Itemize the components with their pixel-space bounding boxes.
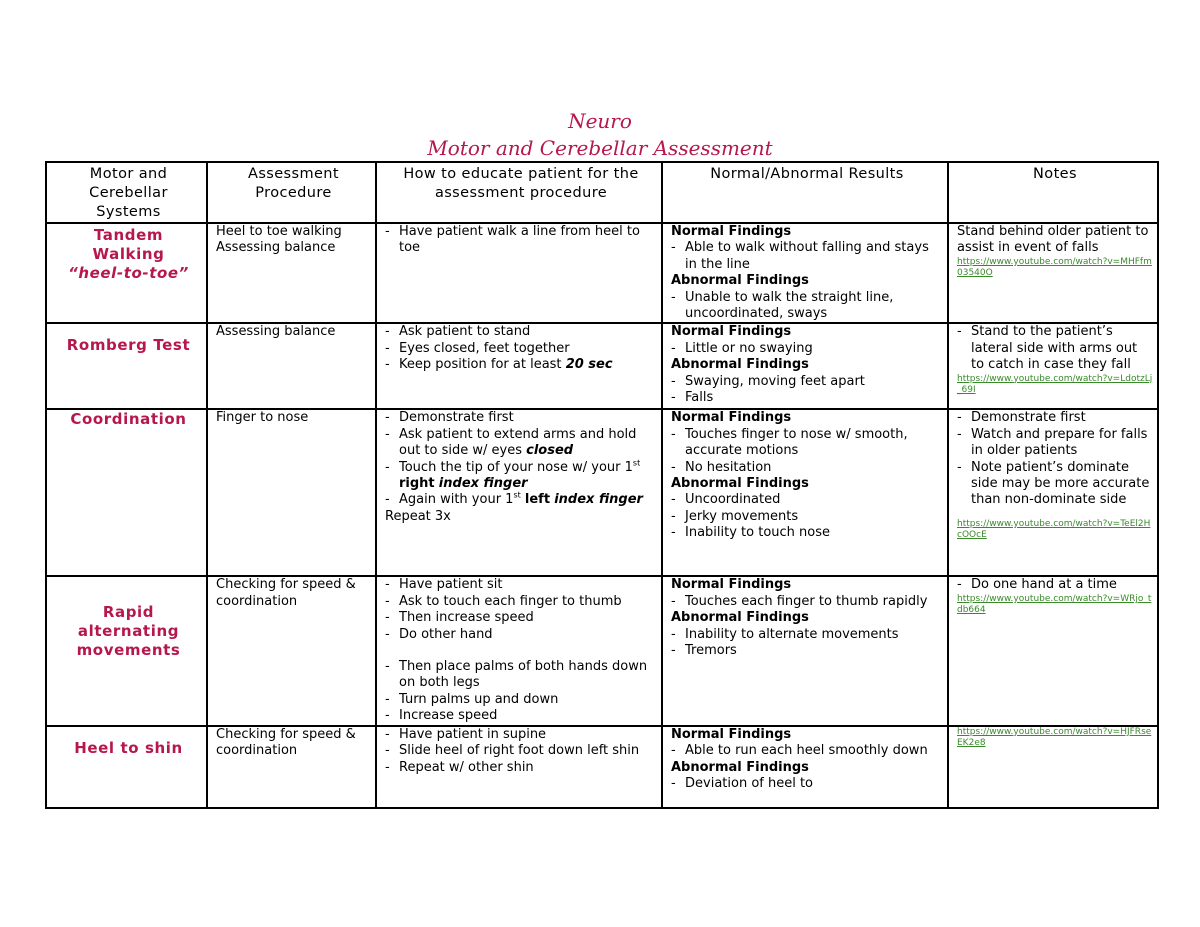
educate-item: - Have patient walk a line from heel to toe [385, 224, 657, 257]
video-link[interactable]: https://www.youtube.com/watch?v=WRjo_tdb664 [957, 593, 1152, 615]
educate-item: - Repeat w/ other shin [385, 760, 657, 776]
note-item: - Watch and prepare for falls in older patients [957, 427, 1153, 460]
abnormal-item: - Tremors [671, 643, 943, 659]
educate-item [385, 460, 657, 493]
video-link[interactable]: https://www.youtube.com/watch?v=TeEl2HcOOcE [957, 518, 1151, 540]
ordinal-suffix: st [513, 491, 521, 501]
normal-findings-label: Normal Findings [671, 224, 792, 239]
educate-item: - Demonstrate first [385, 410, 657, 426]
note-text: Stand behind older patient to assist in event of falls [957, 224, 1149, 256]
system-cell [46, 409, 207, 576]
educate-bold: left [524, 492, 551, 508]
title-line-2: Motor and Cerebellar Assessment [427, 136, 773, 160]
educate-item: - Turn palms up and down [385, 692, 657, 708]
educate-item: - Have patient sit [385, 577, 657, 593]
note-item: - Do one hand at a time [957, 577, 1153, 593]
educate-item: - Do other hand [385, 627, 657, 643]
results-cell [662, 223, 948, 323]
educate-item [385, 357, 657, 373]
header-procedure: Assessment Procedure [207, 162, 376, 223]
procedure-line: Finger to nose [216, 410, 309, 426]
system-cell [46, 576, 207, 725]
abnormal-item: - Swaying, moving feet apart [671, 374, 943, 390]
abnormal-item: - Falls [671, 390, 943, 406]
results-cell [662, 576, 948, 725]
note-item: - Demonstrate first [957, 410, 1153, 426]
abnormal-item: - Deviation of heel to [671, 776, 943, 792]
educate-item: - Ask patient to stand [385, 324, 657, 340]
normal-findings-label: Normal Findings [671, 324, 792, 340]
abnormal-item: - Uncoordinated [671, 492, 943, 508]
system-name: Coordination [70, 410, 187, 429]
abnormal-findings-label: Abnormal Findings [671, 476, 809, 492]
system-cell [46, 223, 207, 323]
results-cell [662, 726, 948, 808]
educate-item: - Ask to touch each finger to thumb [385, 594, 657, 610]
abnormal-item: - Unable to walk the straight line, uncoordinated, sways [671, 290, 943, 323]
system-name: Tandem Walking [92, 226, 165, 263]
abnormal-item: - Inability to alternate movements [671, 627, 943, 643]
procedure-cell [207, 223, 376, 323]
educate-item: - Have patient in supine [385, 727, 657, 743]
system-cell [46, 323, 207, 409]
normal-findings-label: Normal Findings [671, 577, 792, 593]
video-link[interactable]: https://www.youtube.com/watch?v=HJFRseEK2e8 [957, 726, 1152, 748]
procedure-line: Checking for speed & coordination [216, 726, 356, 759]
note-item: - Note patient’s dominate side may be more accurate than non-dominate side [957, 460, 1153, 509]
header-educate: How to educate patient for the assessment procedure [376, 162, 662, 223]
procedure-line: Heel to toe walking [216, 224, 342, 239]
normal-item: - No hesitation [671, 460, 943, 476]
educate-item: - Then place palms of both hands down on both legs [385, 659, 657, 692]
educate-repeat: Repeat 3x [385, 508, 451, 524]
educate-item [385, 492, 657, 508]
educate-emphasis: index finger [438, 476, 528, 492]
educate-text: Again with your 1 [399, 492, 514, 508]
abnormal-findings-label: Abnormal Findings [671, 273, 809, 289]
results-cell [662, 323, 948, 409]
notes-cell [948, 409, 1158, 576]
educate-item: - Slide heel of right foot down left shin [385, 743, 657, 759]
procedure-line: Checking for speed & coordination [216, 577, 356, 609]
educate-text: Keep position for at least [399, 357, 562, 373]
normal-findings-label: Normal Findings [671, 410, 792, 426]
system-cell [46, 726, 207, 808]
educate-cell [376, 409, 662, 576]
procedure-cell [207, 323, 376, 409]
table-row [46, 726, 1158, 808]
educate-emphasis: closed [526, 443, 574, 459]
procedure-cell [207, 576, 376, 725]
educate-emphasis: index finger [554, 492, 643, 508]
normal-item: - Touches finger to nose w/ smooth, accurate motions [671, 427, 943, 460]
notes-cell [948, 323, 1158, 409]
note-item: - Stand to the patient’s lateral side with arms out to catch in case they fall [957, 324, 1153, 373]
table-row [46, 409, 1158, 576]
ordinal-suffix: st [632, 458, 641, 468]
results-cell [662, 409, 948, 576]
educate-cell [376, 576, 662, 725]
abnormal-findings-label: Abnormal Findings [671, 357, 809, 373]
header-notes: Notes [948, 162, 1158, 223]
procedure-cell [207, 409, 376, 576]
normal-findings-label: Normal Findings [671, 726, 792, 742]
header-results: Normal/Abnormal Results [662, 162, 948, 223]
table-row [46, 576, 1158, 725]
educate-cell [376, 726, 662, 808]
normal-item: - Touches each finger to thumb rapidly [671, 594, 943, 610]
header-row [46, 162, 1158, 223]
educate-item: - Increase speed [385, 708, 657, 724]
educate-text: Touch the tip of your nose w/ your 1 [399, 459, 633, 475]
system-subtitle: “heel-to-toe” [68, 264, 189, 282]
educate-bold: right [399, 476, 435, 492]
system-name: Rapid alternating movements [76, 603, 181, 660]
title-line-1: Neuro [568, 109, 632, 133]
header-systems: Motor and Cerebellar Systems [46, 162, 207, 223]
video-link[interactable]: https://www.youtube.com/watch?v=MHFfm03540O [957, 256, 1152, 278]
normal-item: - Little or no swaying [671, 341, 943, 357]
assessment-table [45, 161, 1159, 809]
system-name: Heel to shin [74, 738, 183, 757]
table-row [46, 223, 1158, 323]
abnormal-findings-label: Abnormal Findings [671, 610, 809, 626]
educate-text: Ask patient to extend arms and hold out to side w/ eyes [399, 426, 637, 459]
educate-item [385, 427, 657, 460]
table-row [46, 323, 1158, 409]
educate-item: - Then increase speed [385, 610, 657, 626]
notes-cell [948, 576, 1158, 725]
abnormal-item: - Jerky movements [671, 509, 943, 525]
educate-cell [376, 223, 662, 323]
notes-cell [948, 726, 1158, 808]
title-block [0, 108, 1200, 162]
normal-item: - Able to run each heel smoothly down [671, 743, 943, 759]
system-name: Romberg Test [66, 336, 191, 355]
abnormal-item: - Inability to touch nose [671, 525, 943, 541]
educate-emphasis: 20 sec [565, 357, 613, 373]
normal-item: - Able to walk without falling and stays in the line [671, 240, 943, 273]
abnormal-findings-label: Abnormal Findings [671, 759, 809, 775]
procedure-line: Assessing balance [216, 240, 336, 256]
notes-cell [948, 223, 1158, 323]
video-link[interactable]: https://www.youtube.com/watch?v=LdotzLj_69I [957, 373, 1153, 395]
educate-cell [376, 323, 662, 409]
procedure-line: Assessing balance [216, 324, 336, 340]
procedure-cell [207, 726, 376, 808]
educate-item: - Eyes closed, feet together [385, 341, 657, 357]
